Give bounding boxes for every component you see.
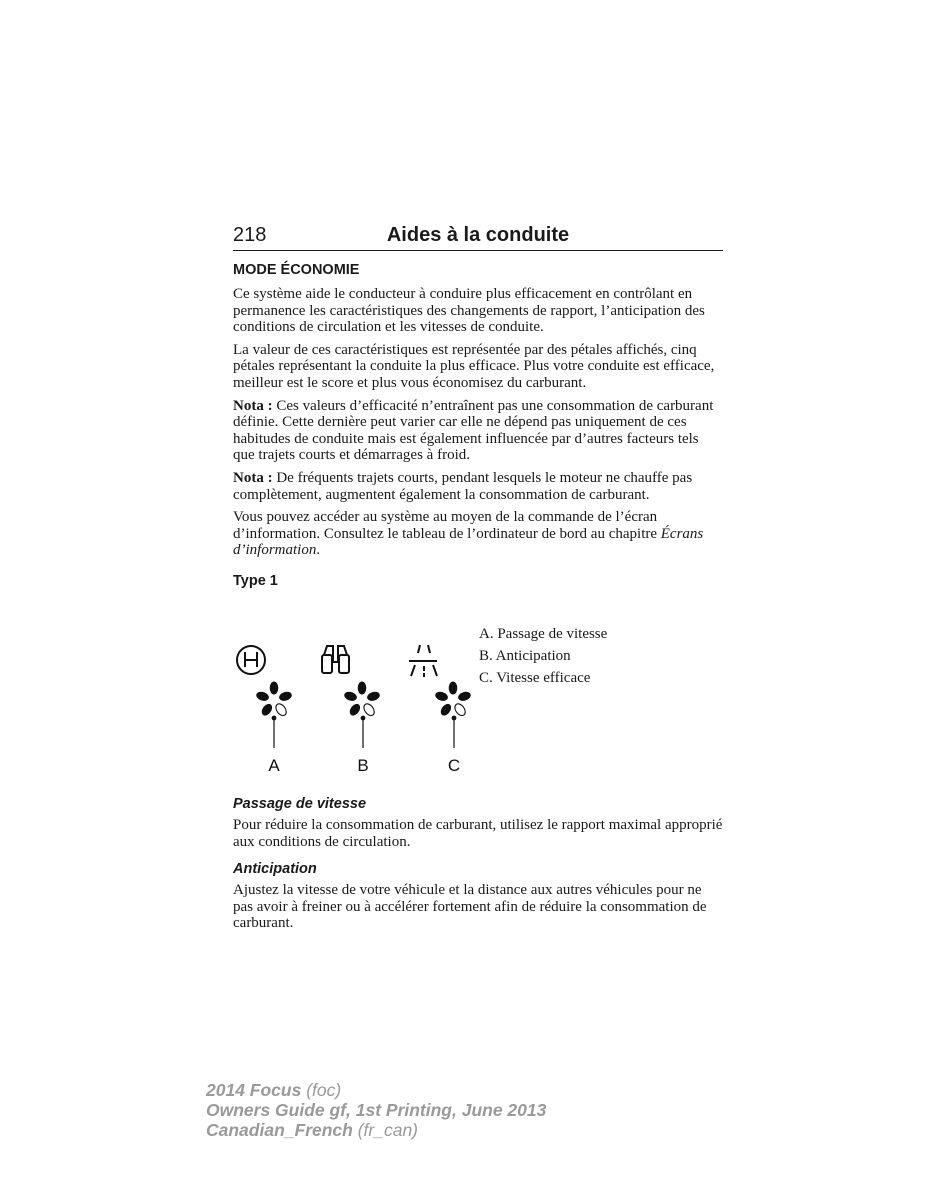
figure-legend <box>479 623 607 689</box>
footer-language: Canadian_French <box>206 1120 353 1140</box>
label-a: A <box>268 756 280 775</box>
page-header <box>233 222 723 251</box>
legend-item-c: C. Vitesse efficace <box>479 670 591 686</box>
flower-petals-b <box>343 682 381 718</box>
note-label: Nota : <box>233 469 273 486</box>
subsection-title-gear: Passage de vitesse <box>233 796 367 812</box>
footer-model-line <box>206 1080 546 1100</box>
paragraph-petals: La valeur de ces caractéristiques est représentée par des pétales affichés, cinq pétales représentant la conduite la plus efficace. Plus votre conduite est efficace, meilleur est le score et plus vous économisez du carburant. <box>233 341 715 391</box>
figure-title: Type 1 <box>233 572 278 589</box>
note-text: Ces valeurs d’efficacité n’entraînent pas une consommation de carburant définie. Cette dernière peut varier car elle ne dépend pas uniquement de ces habitudes de conduite mais est également influencée par d’autres facteurs tels que trajets courts et démarrages à froid. <box>233 397 714 464</box>
note-2 <box>233 470 723 503</box>
footer-model-code: (foc) <box>301 1080 342 1100</box>
chapter-reference: Écrans d’information <box>233 525 704 559</box>
note-text: De fréquents trajets courts, pendant lesquels le moteur ne chauffe pas complètement, augmentent également la consommation de carburant. <box>233 469 693 503</box>
callout-line-a <box>272 716 277 748</box>
chapter-title: Aides à la conduite <box>386 224 570 246</box>
page-number: 218 <box>233 224 267 246</box>
callout-line-c <box>452 716 457 748</box>
access-text: Vous pouvez accéder au système au moyen de la commande de l’écran d’information. Consultez le tableau de l’ordinateur de bord au chapitre <box>233 509 661 542</box>
gearshift-icon <box>237 646 265 674</box>
flower-petals-c <box>434 682 472 718</box>
main-content <box>233 261 723 590</box>
note-1 <box>233 398 723 464</box>
note-label: Nota : <box>233 397 273 414</box>
section-title: MODE ÉCONOMIE <box>233 262 360 278</box>
footer-language-line <box>206 1120 546 1140</box>
subsection-title-anticipation: Anticipation <box>233 861 317 878</box>
label-b: B <box>357 756 369 775</box>
eco-mode-figure <box>232 630 472 780</box>
label-c: C <box>447 756 461 775</box>
legend-item-a: A. Passage de vitesse <box>479 626 608 642</box>
footer-model: 2014 Focus <box>206 1080 302 1100</box>
page-footer <box>206 1080 546 1140</box>
subsection-text-gear: Pour réduire la consommation de carburant, utilisez le rapport maximal approprié aux conditions de circulation. <box>233 817 723 850</box>
flower-petals-a <box>255 682 293 718</box>
callout-line-b <box>361 716 366 748</box>
paragraph-access <box>233 509 723 559</box>
subsection-text-anticipation: Ajustez la vitesse de votre véhicule et la distance aux autres véhicules pour ne pas avoir à freiner ou à accélérer fortement afin de réduire la consommation de carburant. <box>233 882 707 932</box>
binoculars-icon <box>322 646 349 673</box>
access-end: . <box>316 542 321 559</box>
road-icon <box>409 645 437 677</box>
paragraph-intro: Ce système aide le conducteur à conduire plus efficacement en contrôlant en permanence les caractéristiques des changements de rapport, l’anticipation des conditions de circulation et les vitesses de conduite. <box>233 286 705 336</box>
footer-guide: Owners Guide gf, 1st Printing, June 2013 <box>206 1100 547 1120</box>
footer-language-code: (fr_can) <box>352 1120 419 1140</box>
subsections <box>233 795 723 938</box>
legend-item-b: B. Anticipation <box>479 648 571 664</box>
